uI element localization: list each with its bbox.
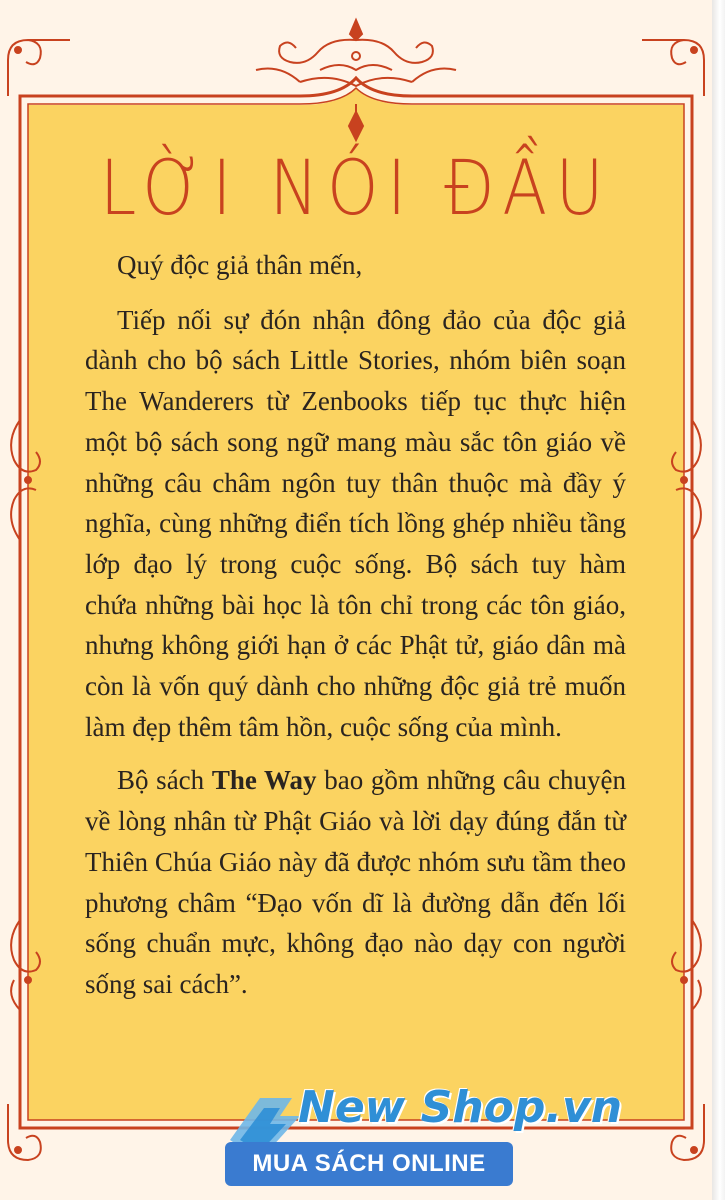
watermark-logo-text[interactable]: New Shop.vn [298,1082,623,1133]
salutation: Quý độc giả thân mến, [117,250,363,280]
paragraph-1: Tiếp nối sự đón nhận đông đảo của độc giả dành cho bộ sách Little Stories, nhóm biên soạn The Wanderers từ Zenbooks tiếp tục thực hiện một bộ sách song ngữ mang màu sắc tôn giáo về những câu châm ngôn tuy thân thuộc mà đầy ý nghĩa, cùng những điển tích lồng ghép nhiều tầng lớp đạo lý trong cuộc sống. Bộ sách tuy hàm chứa những bài học là tôn chỉ trong các tôn giáo, nhưng không giới hạn ở các Phật tử, giáo dân mà còn là vốn quý dành cho những độc giả trẻ muốn làm đẹp thêm tâm hồn, cuộc sống của mình. [85,304,626,742]
corner-ornament-top-right [642,40,704,96]
page-title: LỜI NÓI ĐẦU [99,143,613,232]
corner-ornament-top-left [8,40,70,96]
book-spine-edge [712,0,725,1200]
paragraph-2-start: Bộ sách [117,765,212,796]
paragraph-2 [85,760,626,1004]
paragraph-2-rest: bao gồm những câu chuyện về lòng nhân từ Phật Giáo và lời dạy đúng đắn từ Thiên Chúa Giáo này đã được nhóm sưu tầm theo phương châm “Đạo vốn dĩ là đường dẫn đến lối sống chuẩn mực, không đạo nào dạy con người sống sai cách”. [85,765,627,999]
preface-body [85,245,626,1005]
book-series-name: The Way [211,765,317,796]
buy-books-online-button[interactable]: MUA SÁCH ONLINE [225,1142,513,1186]
